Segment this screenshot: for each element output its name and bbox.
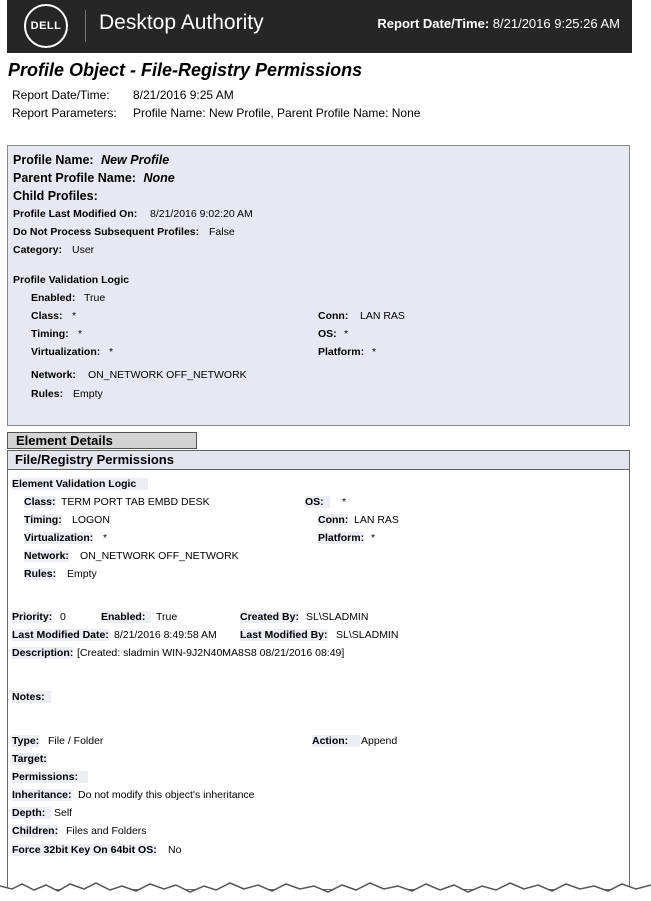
action-value: Append (361, 735, 398, 747)
category-label: Category: (13, 244, 63, 256)
inheritance-label: Inheritance: (12, 789, 72, 801)
profile-platform-value: * (372, 346, 377, 358)
profile-enabled-label: Enabled: (31, 292, 76, 304)
element-conn-value: LAN RAS (354, 514, 399, 526)
header-report-datetime-value: 8/21/2016 9:25:26 AM (492, 16, 620, 31)
profile-network-value: ON_NETWORK OFF_NETWORK (88, 369, 247, 381)
element-os-label: OS: (305, 496, 330, 508)
element-details-box (7, 450, 630, 890)
dell-logo: DELL (24, 4, 68, 48)
profile-timing-value: * (78, 328, 83, 340)
app-title: Desktop Authority (99, 11, 264, 34)
report-header-bar (7, 0, 632, 53)
profile-class-value: * (72, 310, 77, 322)
depth-value: Self (54, 807, 73, 819)
header-report-datetime (377, 16, 620, 31)
last-modified-date-value: 8/21/2016 8:49:58 AM (114, 629, 217, 641)
element-timing-label: Timing: (24, 514, 62, 526)
permissions-label: Permissions: (12, 771, 88, 783)
notes-label: Notes: (12, 691, 51, 703)
noprocess-value: False (209, 226, 235, 238)
profile-name-label: Profile Name: (13, 153, 94, 167)
header-divider (85, 10, 86, 42)
children-value: Files and Folders (66, 825, 147, 837)
profile-name-value: New Profile (101, 153, 170, 167)
type-label: Type: (12, 735, 40, 747)
profile-modified-value: 8/21/2016 9:02:20 AM (150, 208, 253, 220)
torn-edge-decoration (0, 880, 651, 901)
profile-virt-label: Virtualization: (31, 346, 101, 358)
element-rules-label: Rules: (24, 568, 57, 580)
profile-network-label: Network: (31, 369, 76, 381)
profile-platform-label: Platform: (318, 346, 365, 358)
report-params-value: Profile Name: New Profile, Parent Profile Name: None (133, 106, 421, 120)
type-value: File / Folder (48, 735, 104, 747)
element-conn-label: Conn: (318, 514, 349, 526)
action-label: Action: (312, 735, 360, 747)
section-title: File/Registry Permissions (8, 451, 629, 470)
element-network-label: Network: (24, 550, 69, 562)
element-virt-value: * (103, 532, 108, 544)
report-date-value: 8/21/2016 9:25 AM (133, 88, 234, 102)
enabled-value: True (156, 611, 178, 623)
profile-modified-label: Profile Last Modified On: (13, 208, 138, 220)
description-label: Description: (12, 647, 74, 659)
created-by-label: Created By: (240, 611, 299, 623)
child-profiles-label: Child Profiles: (13, 189, 98, 203)
last-modified-date-label: Last Modified Date: (12, 629, 109, 641)
element-platform-label: Platform: (318, 532, 365, 544)
priority-label: Priority: (12, 611, 53, 623)
last-modified-by-value: SL\SLADMIN (336, 629, 399, 641)
element-network-value: ON_NETWORK OFF_NETWORK (80, 550, 239, 562)
last-modified-by-label: Last Modified By: (240, 629, 328, 641)
element-class-value: TERM PORT TAB EMBD DESK (61, 496, 210, 508)
category-value: User (72, 244, 95, 256)
profile-rules-label: Rules: (31, 388, 64, 400)
element-os-value: * (342, 496, 347, 508)
header-report-datetime-label: Report Date/Time: (377, 16, 490, 31)
element-details-tab: Element Details (7, 432, 197, 449)
element-platform-value: * (371, 532, 376, 544)
profile-rules-value: Empty (73, 388, 103, 400)
profile-timing-label: Timing: (31, 328, 69, 340)
element-validation-title: Element Validation Logic (12, 478, 148, 490)
report-title: Profile Object - File-Registry Permissions (8, 60, 363, 80)
noprocess-label: Do Not Process Subsequent Profiles: (13, 226, 200, 238)
target-label: Target: (12, 753, 47, 765)
element-rules-value: Empty (67, 568, 97, 580)
description-value: [Created: sladmin WIN-9J2N40MA8S8 08/21/2016 08:49] (77, 647, 345, 659)
parent-profile-value: None (143, 171, 175, 185)
parent-profile-row (13, 171, 175, 185)
priority-value: 0 (60, 611, 66, 623)
profile-conn-label: Conn: (318, 310, 349, 322)
element-virt-label: Virtualization: (24, 532, 94, 544)
element-class-label: Class: (24, 496, 56, 508)
profile-conn-value: LAN RAS (360, 310, 405, 322)
profile-os-value: * (344, 328, 349, 340)
profile-class-label: Class: (31, 310, 63, 322)
force-32bit-value: No (168, 844, 182, 856)
enabled-label: Enabled: (101, 611, 151, 623)
inheritance-value: Do not modify this object's inheritance (78, 789, 255, 801)
profile-virt-value: * (109, 346, 114, 358)
children-label: Children: (12, 825, 59, 837)
profile-summary-box (7, 145, 630, 426)
force-32bit-label: Force 32bit Key On 64bit OS: (12, 844, 157, 856)
report-params-label: Report Parameters: (12, 106, 117, 120)
profile-enabled-value: True (84, 292, 106, 304)
profile-validation-title: Profile Validation Logic (13, 274, 130, 286)
parent-profile-label: Parent Profile Name: (13, 171, 136, 185)
profile-name-row (13, 153, 169, 167)
profile-os-label: OS: (318, 328, 337, 340)
element-timing-value: LOGON (72, 514, 110, 526)
report-date-label: Report Date/Time: (12, 88, 110, 102)
created-by-value: SL\SLADMIN (306, 611, 369, 623)
depth-label: Depth: (12, 807, 51, 819)
